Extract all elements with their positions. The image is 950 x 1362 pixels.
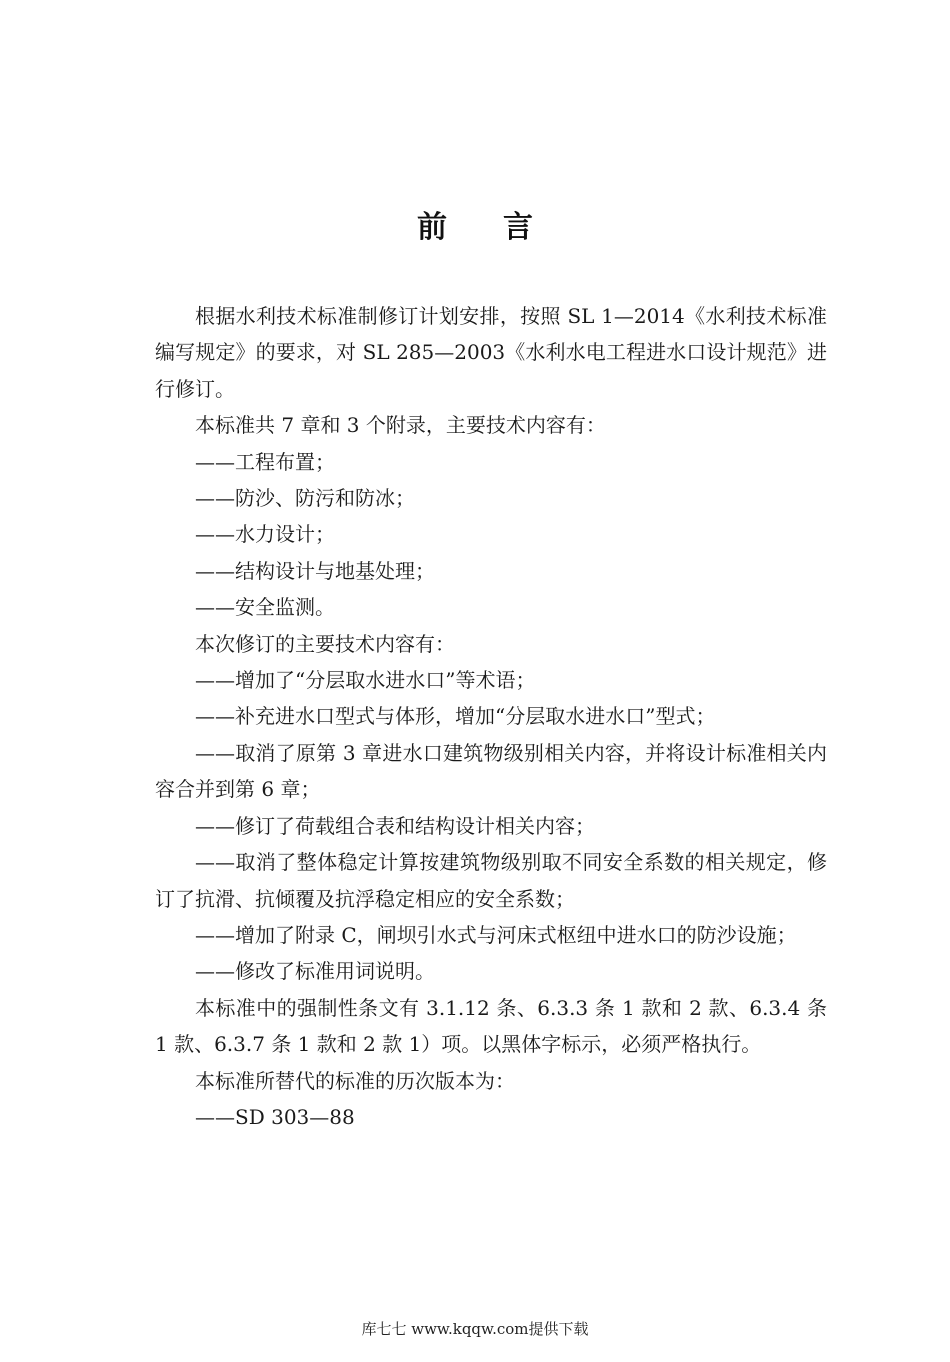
paragraph: 本标准所替代的标准的历次版本为： [195,1068,515,1093]
list-item: ——SD 303—88 [195,1104,355,1129]
list-item: ——防沙、防污和防冰； [195,486,415,511]
body-text [155,298,827,1135]
paragraph: 本标准中的强制性条文有 3.1.12 条、6.3.3 条 1 款和 2 款、6.3.4 条 1 款、6.3.7 条 1 款和 2 款 1）项。以黑体字标示，必须严格执行。 [155,995,827,1057]
list-item: ——增加了“分层取水进水口”等术语； [195,668,536,693]
page-title: 前言 [417,210,589,245]
list-item: ——取消了原第 3 章进水口建筑物级别相关内容，并将设计标准相关内容合并到第 6 章； [155,740,827,802]
paragraph: 本标准共 7 章和 3 个附录，主要技术内容有： [195,413,606,438]
paragraph: 本次修订的主要技术内容有： [195,631,455,656]
list-item: ——增加了附录 C，闸坝引水式与河床式枢纽中进水口的防沙设施； [195,922,797,947]
list-item: ——水力设计； [195,522,335,547]
list-item: ——结构设计与地基处理； [195,558,435,583]
list-item: ——工程布置； [195,449,335,474]
list-item: ——取消了整体稳定计算按建筑物级别取不同安全系数的相关规定，修订了抗滑、抗倾覆及抗浮稳定相应的安全系数； [155,850,827,911]
footer-watermark: 库七七 www.kqqw.com提供下载 [361,1320,589,1338]
list-item: ——修订了荷载组合表和结构设计相关内容； [195,813,595,838]
list-item: ——补充进水口型式与体形，增加“分层取水进水口”型式； [195,704,716,729]
list-item: ——修改了标准用词说明。 [195,959,435,984]
paragraph: 根据水利技术标准制修订计划安排，按照 SL 1—2014《水利技术标准编写规定》的要求，对 SL 285—2003《水利水电工程进水口设计规范》进行修订。 [155,304,827,401]
list-item: ——安全监测。 [195,595,335,620]
